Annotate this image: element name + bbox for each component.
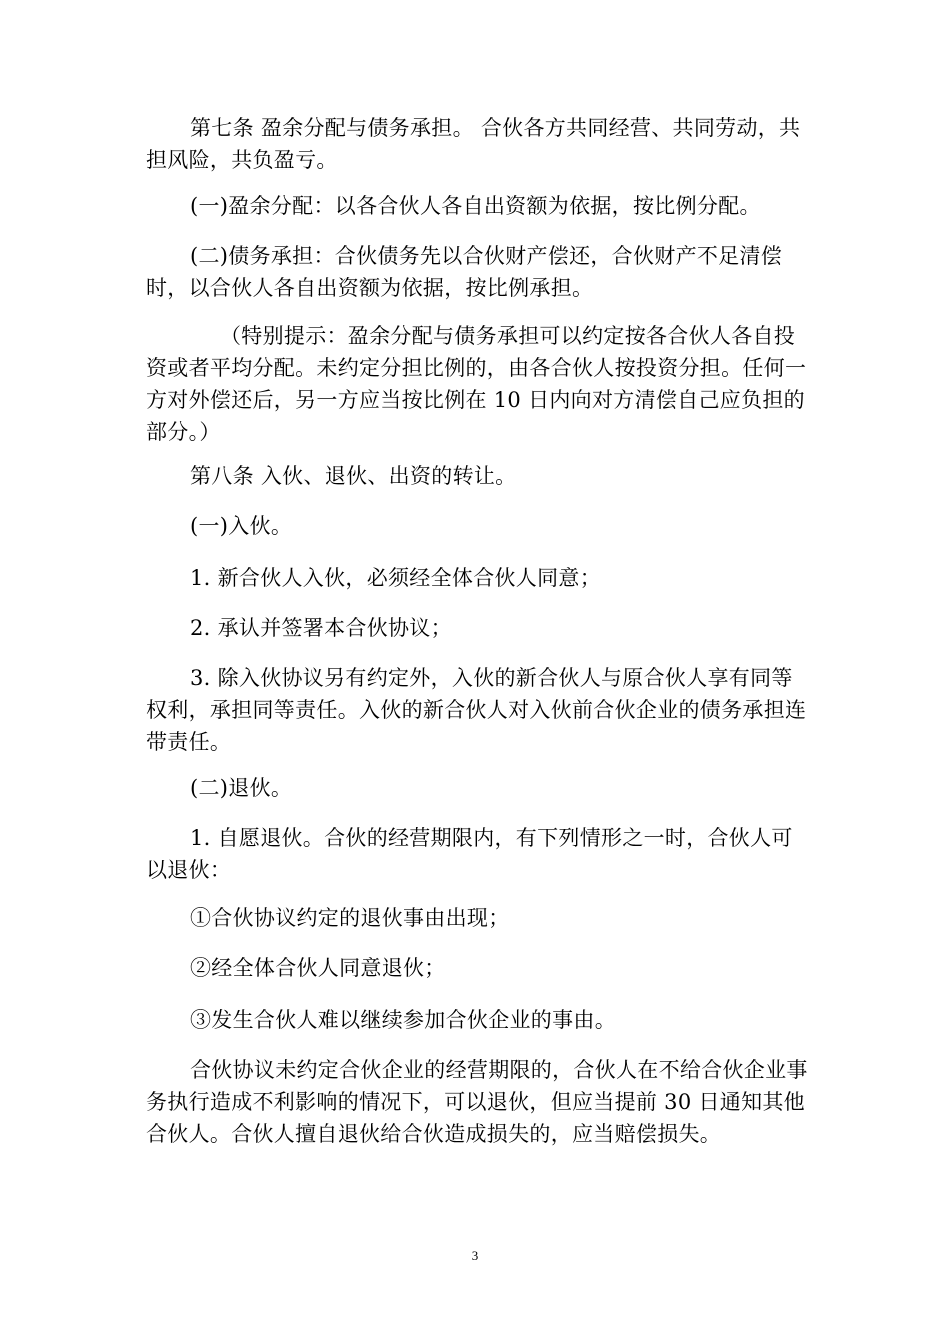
withdrawal-item-1: 1. 自愿退伙。合伙的经营期限内，有下列情形之一时，合伙人可以退伙： — [146, 826, 793, 882]
special-note-paragraph: （特别提示：盈余分配与债务承担可以约定按各合伙人各自投资或者平均分配。未约定分担比例的，由各合伙人按投资分担。任何一方对外偿还后，另一方应当按比例在 10 日内向对方清偿自己应负担的部分。） — [146, 324, 807, 444]
withdrawal-condition-2: ②经全体合伙人同意退伙； — [190, 956, 446, 980]
page-number: 3 — [471, 1248, 479, 1263]
debt-bearing-paragraph: (二)债务承担：合伙债务先以合伙财产偿还，合伙财产不足清偿时，以合伙人各自出资额为依据，按比例承担。 — [146, 244, 783, 300]
unfixed-term-paragraph: 合伙协议未约定合伙企业的经营期限的，合伙人在不给合伙企业事务执行造成不利影响的情况下，可以退伙，但应当提前 30 日通知其他合伙人。合伙人擅自退伙给合伙造成损失的，应当赔偿损失。 — [146, 1058, 808, 1146]
admission-item-3: 3. 除入伙协议另有约定外，入伙的新合伙人与原合伙人享有同等权利，承担同等责任。入伙的新合伙人对入伙前合伙企业的债务承担连带责任。 — [146, 666, 807, 754]
withdrawal-heading: (二)退伙。 — [190, 776, 293, 800]
admission-item-2: 2. 承认并签署本合伙协议； — [190, 616, 452, 640]
withdrawal-condition-1: ①合伙协议约定的退伙事由出现； — [190, 906, 510, 930]
surplus-distribution-paragraph: (一)盈余分配：以各合伙人各自出资额为依据，按比例分配。 — [190, 194, 761, 218]
admission-item-1: 1. 新合伙人入伙，必须经全体合伙人同意； — [190, 566, 602, 590]
admission-heading: (一)入伙。 — [190, 514, 293, 538]
article-7-paragraph: 第七条 盈余分配与债务承担。 合伙各方共同经营、共同劳动，共担风险，共负盈亏。 — [146, 116, 801, 172]
withdrawal-condition-3: ③发生合伙人难以继续参加合伙企业的事由。 — [190, 1008, 616, 1032]
article-8-paragraph: 第八条 入伙、退伙、出资的转让。 — [190, 464, 517, 488]
